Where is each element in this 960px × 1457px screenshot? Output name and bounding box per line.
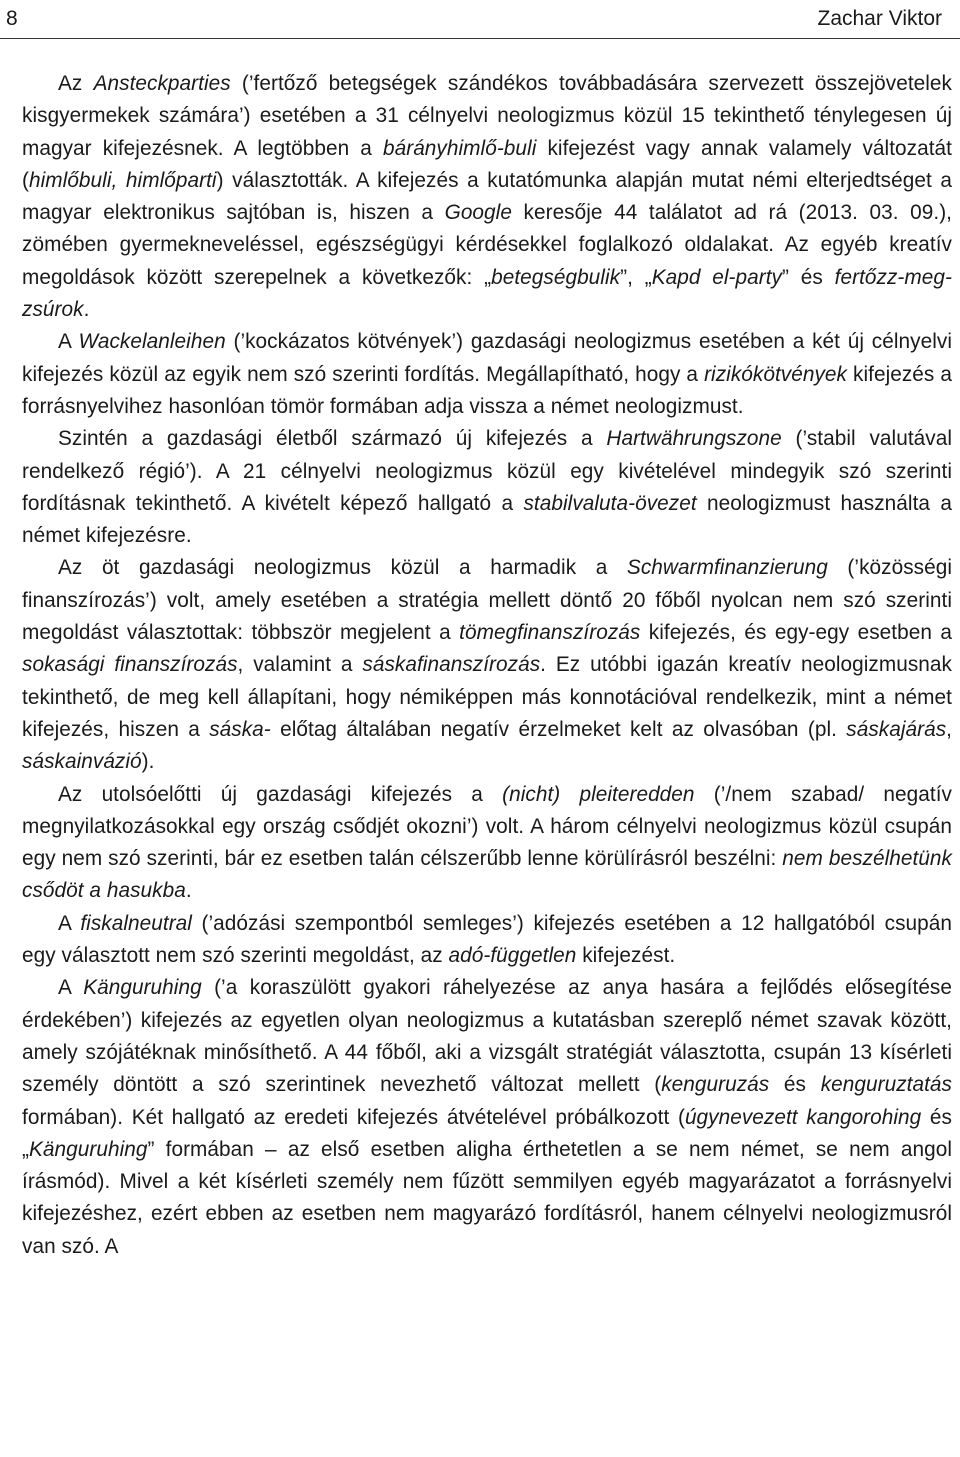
text-run: formában). Két hallgató az eredeti kifejezés átvételével próbálkozott ( <box>22 1105 685 1129</box>
text-run: (’kockázatos kötvények’) gazdasági neologizmus esetében a két új célnyelvi kifejezés közül az egyik nem szó szerinti fordítás. Megállapítható, hogy a <box>22 330 952 386</box>
text-run: Az <box>58 72 94 95</box>
italic-term: Schwarmfinanzierung <box>626 556 828 580</box>
text-run: (’fertőző betegségek szándékos továbbadására szervezett összejövetelek kisgyermekek számára’) esetében a 31 célnyelvi neologizmus közül 15 tekinthető ténylegesen új magyar kifejezésnek. A legtöbben a <box>22 72 952 160</box>
page-header <box>0 0 960 38</box>
italic-term: betegségbulik <box>491 265 621 289</box>
text-run: (’adózási szempontból semleges’) kifejezés esetében a 12 hallgatóból csupán egy választott nem szó szerinti megoldást, az <box>22 911 952 968</box>
italic-term: himlőbuli, himlőparti <box>28 168 217 192</box>
italic-term: Hartwährungszone <box>606 427 782 451</box>
italic-term: sáskainvázió <box>22 750 142 774</box>
text-run: , <box>946 717 952 741</box>
text-run: keresője 44 találatot ad rá (2013. 03. 09.), zömében gyermekneveléssel, egészségügyi kérdésekkel foglalkozó oldalakat. Az egyéb kreatív megoldások között szerepelnek a következők: „ <box>22 201 952 289</box>
italic-term: sáska- <box>209 717 271 741</box>
text-run: kifejezés a forrásnyelvihez hasonlóan tömör formában adja vissza a német neologizmust. <box>22 362 952 418</box>
italic-term: fiskalneutral <box>80 911 192 935</box>
text-run: ). <box>141 750 155 774</box>
italic-term: Google <box>444 201 512 225</box>
text-run: , valamint a <box>237 653 363 677</box>
text-run: kifejezést vagy annak valamely változatát ( <box>22 136 952 192</box>
italic-term: stabilvaluta-övezet <box>523 491 697 515</box>
text-run: (’a koraszülött gyakori ráhelyezése az anya hasára a fejlődés elősegítése érdekében’) kifejezés az egyetlen olyan neologizmus a kutatásban szereplő német szavak között, amely szójátéknak minősíthető. A 44 főből, aki a vizsgált stratégiát választotta, csupán 13 kísérleti személy döntött a szó szerintinek nevezhető változat mellett ( <box>22 976 953 1097</box>
italic-term: rizikókötvények <box>704 362 847 386</box>
italic-term: sáskafinanszírozás <box>362 653 541 677</box>
paragraph-hartwaehrungszone <box>22 423 952 552</box>
italic-term: bárányhimlő-buli <box>382 136 537 160</box>
text-run: A <box>58 911 81 935</box>
text-run: (’/nem szabad/ negatív megnyilatkozásokkal egy ország csődjét okozni’) volt. A három célnyelvi neologizmus közül csupán egy nem szó szerinti, bár ez esetben talán célszerűbb lenne körülírásról beszélni: <box>22 782 952 871</box>
text-run: Az utolsóelőtti új gazdasági kifejezés a <box>58 782 503 806</box>
italic-term: úgynevezett kangorohing <box>684 1105 922 1129</box>
text-run: és „ <box>22 1105 952 1161</box>
text-run: neologizmust használta a német kifejezésre. <box>22 491 952 548</box>
header-rule <box>0 38 960 39</box>
text-run: Az öt gazdasági neologizmus közül a harmadik a <box>58 556 627 580</box>
italic-term: Känguruhing <box>28 1137 148 1161</box>
paragraph-schwarmfinanzierung <box>22 552 952 778</box>
running-head-author: Zachar Viktor <box>817 7 942 30</box>
text-run: . <box>83 298 90 322</box>
text-run: ”, „ <box>620 265 652 289</box>
paragraph-fiskalneutral <box>22 908 952 973</box>
italic-term: Kapd el-party <box>651 265 783 289</box>
paragraph-pleiteredden <box>22 779 952 908</box>
italic-term: (nicht) pleiteredden <box>502 782 695 806</box>
italic-term: kenguruztatás <box>820 1073 952 1097</box>
italic-term: Ansteckparties <box>93 72 231 95</box>
text-run: ” és <box>782 265 835 289</box>
italic-term: kenguruzás <box>661 1073 770 1097</box>
italic-term: adó-független <box>448 944 577 968</box>
page-number: 8 <box>6 7 18 30</box>
italic-term: sáskajárás <box>846 717 947 741</box>
paragraph-wackelanleihen <box>22 326 952 423</box>
text-run: kifejezés, és egy-egy esetben a <box>640 621 952 645</box>
text-run: kifejezést. <box>576 944 676 968</box>
text-run: A <box>58 976 84 1000</box>
text-run: (’közösségi finanszírozás’) volt, amely esetében a stratégia mellett döntő 20 főből nyolcan nem szó szerinti megoldást választottak: többször megjelent a <box>22 556 953 645</box>
italic-term: Wackelanleihen <box>78 330 226 354</box>
text-run: ) választották. A kifejezés a kutatómunka alapján mutat némi elterjedtséget a magyar elektronikus sajtóban is, hiszen a <box>22 168 952 225</box>
text-run: A <box>58 330 79 354</box>
italic-term: tömegfinanszírozás <box>459 621 641 645</box>
italic-term: fertőzz-meg-zsúrok <box>22 265 952 322</box>
italic-term: nem beszélhetünk csődöt a hasukba <box>22 847 952 903</box>
text-run: ” formában – az első esetben aligha érthetetlen a se nem német, se nem angol írásmód). Mivel a két kísérleti személy nem fűzött semmilyen egyéb magyarázatot a forrásnyelvi kifejezéshez, ezért ebben az esetben nem magyarázó fordításról, hanem célnyelvi neologizmusról van szó. A <box>22 1137 952 1258</box>
paragraph-kaenguruhing <box>22 972 952 1263</box>
italic-term: sokasági finanszírozás <box>22 653 238 677</box>
text-run: (’stabil valutával rendelkező régió’). A 21 célnyelvi neologizmus közül egy kivételével mindegyik szó szerinti fordításnak tekinthető. A kivételt képező hallgató a <box>22 427 953 515</box>
italic-term: Känguruhing <box>83 976 202 1000</box>
text-run: . Ez utóbbi igazán kreatív neologizmusnak tekinthető, de meg kell állapítani, hogy némiképpen más konnotációval rendelkezik, mint a német kifejezés, hiszen a <box>22 653 952 741</box>
text-run: Szintén a gazdasági életből származó új kifejezés a <box>58 427 607 451</box>
paragraph-ansteckparties <box>22 68 952 326</box>
text-run: és <box>769 1073 821 1097</box>
text-run: . <box>185 879 192 903</box>
body-text <box>22 68 952 1263</box>
text-run: előtag általában negatív érzelmeket kelt az olvasóban (pl. <box>270 717 847 741</box>
